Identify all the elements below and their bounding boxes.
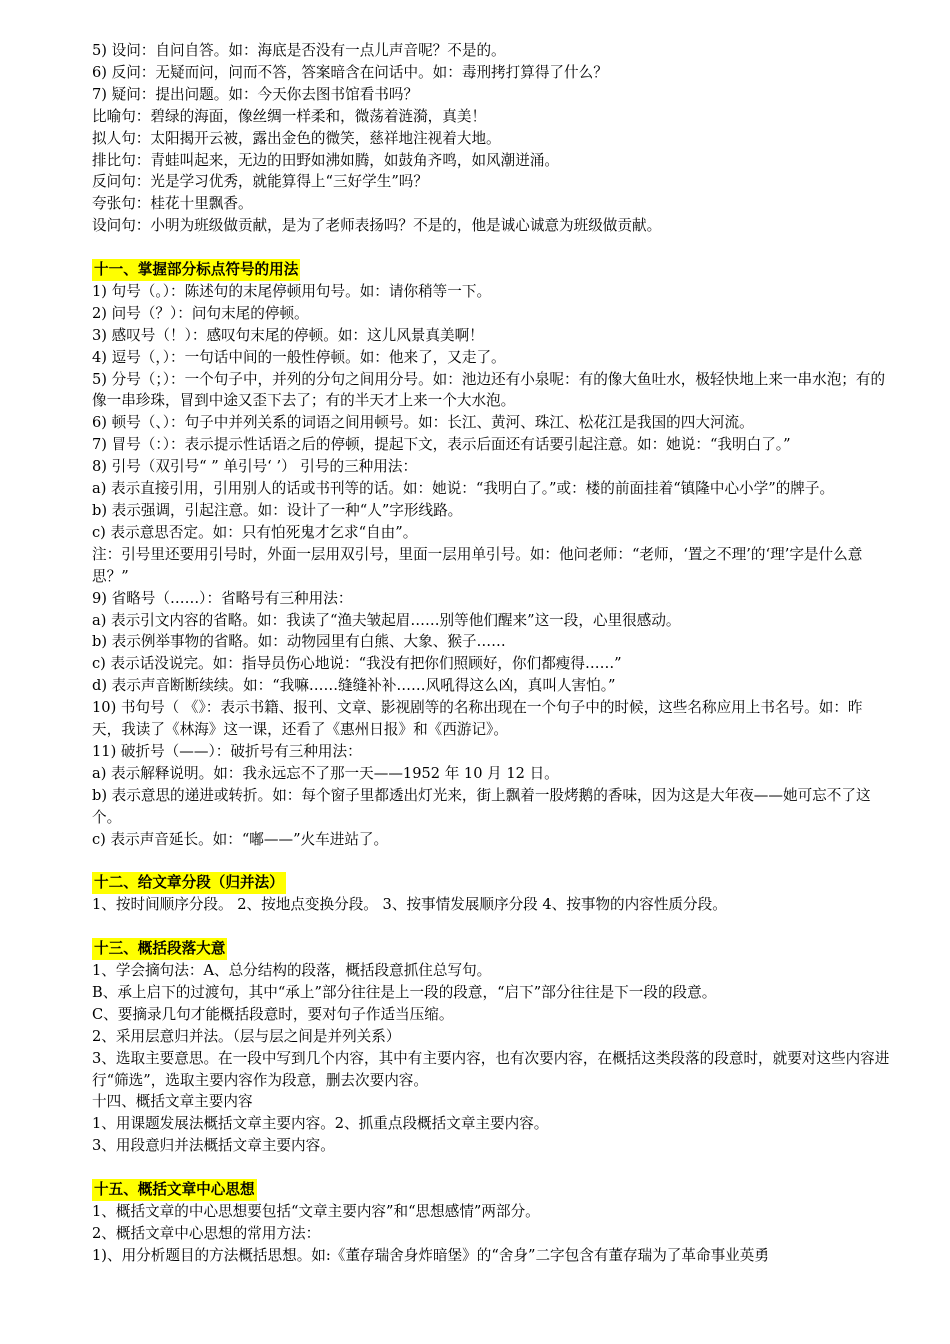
- text-line: 9) 省略号（……）：省略号有三种用法：: [92, 589, 353, 607]
- text-line: 比喻句：碧绿的海面，像丝绸一样柔和，微荡着涟漪，真美！: [92, 107, 487, 125]
- text-line: a) 表示引文内容的省略。如：我读了“渔夫皱起眉……别等他们醒来”这一段，心里很感动。: [92, 611, 681, 629]
- text-line: c) 表示话没说完。如：指导员伤心地说：“我没有把你们照顾好，你们都瘦得……”: [92, 655, 622, 673]
- text-line: 5) 设问：自问自答。如：海底是否没有一点儿声音呢？不是的。: [92, 42, 506, 59]
- text-line: 7) 疑问：提出问题。如：今天你去图书馆看书吗？: [92, 85, 419, 103]
- text-line: 1、概括文章的中心思想要包括“文章主要内容”和“思想感情”两部分。: [92, 1202, 540, 1220]
- text-line: 设问句：小明为班级做贡献，是为了老师表扬吗？不是的，他是诚心诚意为班级做贡献。: [92, 217, 662, 235]
- text-line: b) 表示强调，引起注意。如：设计了一种“人”字形线路。: [92, 502, 463, 520]
- blank-line: [92, 851, 890, 873]
- text-line: B、承上启下的过渡句，其中“承上”部分往往是上一段的段意，“启下”部分往往是下一段的段意。: [92, 983, 717, 1001]
- text-line: 1、学会摘句法：A、总分结构的段落，概括段意抓住总写句。: [92, 962, 492, 980]
- text-line: 2) 问号（？）：问句末尾的停顿。: [92, 304, 309, 322]
- text-line: 2、概括文章中心思想的常用方法：: [92, 1224, 321, 1242]
- text-line: c) 表示意思否定。如：只有怕死鬼才乞求“自由”。: [92, 523, 418, 541]
- text-line: 11) 破折号（——）：破折号有三种用法：: [92, 742, 362, 760]
- section-heading: 十二、给文章分段（归并法）: [92, 872, 286, 894]
- blank-line: [92, 916, 890, 938]
- section-heading-row: [92, 938, 890, 960]
- text-line: 4) 逗号（，）：一句话中间的一般性停顿。如：他来了，又走了。: [92, 348, 506, 366]
- text-line: 十四、概括文章主要内容: [92, 1093, 253, 1111]
- text-line: 3、选取主要意思。在一段中写到几个内容，其中有主要内容，也有次要内容，在概括这类段落的段意时，就要对这些内容进行“筛选”，选取主要内容作为段意，删去次要内容。: [92, 1049, 890, 1089]
- text-line: b) 表示例举事物的省略。如：动物园里有白熊、大象、猴子……: [92, 633, 506, 651]
- text-line: 1、用课题发展法概括文章主要内容。2、抓重点段概括文章主要内容。: [92, 1115, 549, 1133]
- text-line: 夸张句：桂花十里飘香。: [92, 195, 253, 213]
- section-heading-row: [92, 259, 890, 281]
- text-line: 5) 分号（；）：一个句子中，并列的分句之间用分号。如：池边还有小泉呢：有的像大鱼吐水，极轻快地上来一串水泡；有的像一串珍珠，冒到中途又歪下去了；有的半天才上来一个大水泡。: [92, 370, 886, 410]
- section-heading: 十五、概括文章中心思想: [92, 1179, 257, 1201]
- section-heading-row: [92, 872, 890, 894]
- text-line: a) 表示解释说明。如：我永远忘不了那一天——1952 年 10 月 12 日。: [92, 764, 559, 782]
- text-line: 1)、用分析题目的方法概括思想。如:《董存瑞舍身炸暗堡》的“舍身”二字包含有董存瑞为了革命事业英勇: [92, 1246, 769, 1264]
- text-line: 1、按时间顺序分段。 2、按地点变换分段。 3、按事情发展顺序分段 4、按事物的内容性质分段。: [92, 896, 727, 914]
- text-line: a) 表示直接引用，引用别人的话或书刊等的话。如：她说：“我明白了。”或：楼的前面挂着“镇隆中心小学”的牌子。: [92, 480, 835, 498]
- section-heading-row: [92, 1179, 890, 1201]
- text-line: 10) 书句号（ 《》：表示书籍、报刊、文章、影视剧等的名称出现在一个句子中的时候，这些名称应用上书名号。如：昨天，我读了《林海》这一课，还看了《惠州日报》和《西游记》。: [92, 699, 863, 739]
- section-heading: 十三、概括段落大意: [92, 938, 227, 960]
- text-line: 8) 引号（双引号“ ” 单引号‘ ’） 引号的三种用法：: [92, 458, 418, 476]
- text-line: 3) 感叹号（！）：感叹句末尾的停顿。如：这儿风景真美啊！: [92, 326, 484, 344]
- blank-line: [92, 1157, 890, 1179]
- text-line: 3、用段意归并法概括文章主要内容。: [92, 1137, 335, 1155]
- text-line: 7) 冒号（：）：表示提示性话语之后的停顿，提起下文，表示后面还有话要引起注意。如：她说：“我明白了。”: [92, 436, 791, 454]
- text-line: 拟人句：太阳揭开云被，露出金色的微笑，慈祥地注视着大地。: [92, 129, 501, 147]
- text-line: c) 表示声音延长。如：“嘟——”火车进站了。: [92, 830, 389, 848]
- text-line: d) 表示声音断断续续。如：“我嘛……缝缝补补……风吼得这么凶，真叫人害怕。”: [92, 677, 616, 695]
- text-line: b) 表示意思的递进或转折。如：每个窗子里都透出灯光来，街上飘着一股烤鹅的香味，因为这是大年夜——她可忘不了这个。: [92, 786, 871, 826]
- text-line: 6) 顿号（、）：句子中并列关系的词语之间用顿号。如：长江、黄河、珠江、松花江是我国的四大河流。: [92, 414, 754, 432]
- blank-line: [92, 237, 890, 259]
- text-line: 注：引号里还要用引号时，外面一层用双引号，里面一层用单引号。如：他问老师：“老师，‘置之不理’的‘理’字是什么意思？”: [92, 545, 863, 585]
- text-line: 反问句：光是学习优秀，就能算得上“三好学生”吗？: [92, 173, 428, 191]
- text-line: C、要摘录几句才能概括段意时，要对句子作适当压缩。: [92, 1005, 454, 1023]
- text-line: 1) 句号（。）：陈述句的末尾停顿用句号。如：请你稍等一下。: [92, 282, 492, 300]
- section-heading: 十一、掌握部分标点符号的用法: [92, 259, 300, 281]
- text-line: 2、采用层意归并法。（层与层之间是并列关系）: [92, 1027, 401, 1045]
- text-line: 排比句：青蛙叫起来，无边的田野如沸如腾，如鼓角齐鸣，如风潮迸涌。: [92, 151, 560, 169]
- text-line: 6) 反问：无疑而问，问而不答，答案暗含在问话中。如：毒刑拷打算得了什么？: [92, 63, 608, 81]
